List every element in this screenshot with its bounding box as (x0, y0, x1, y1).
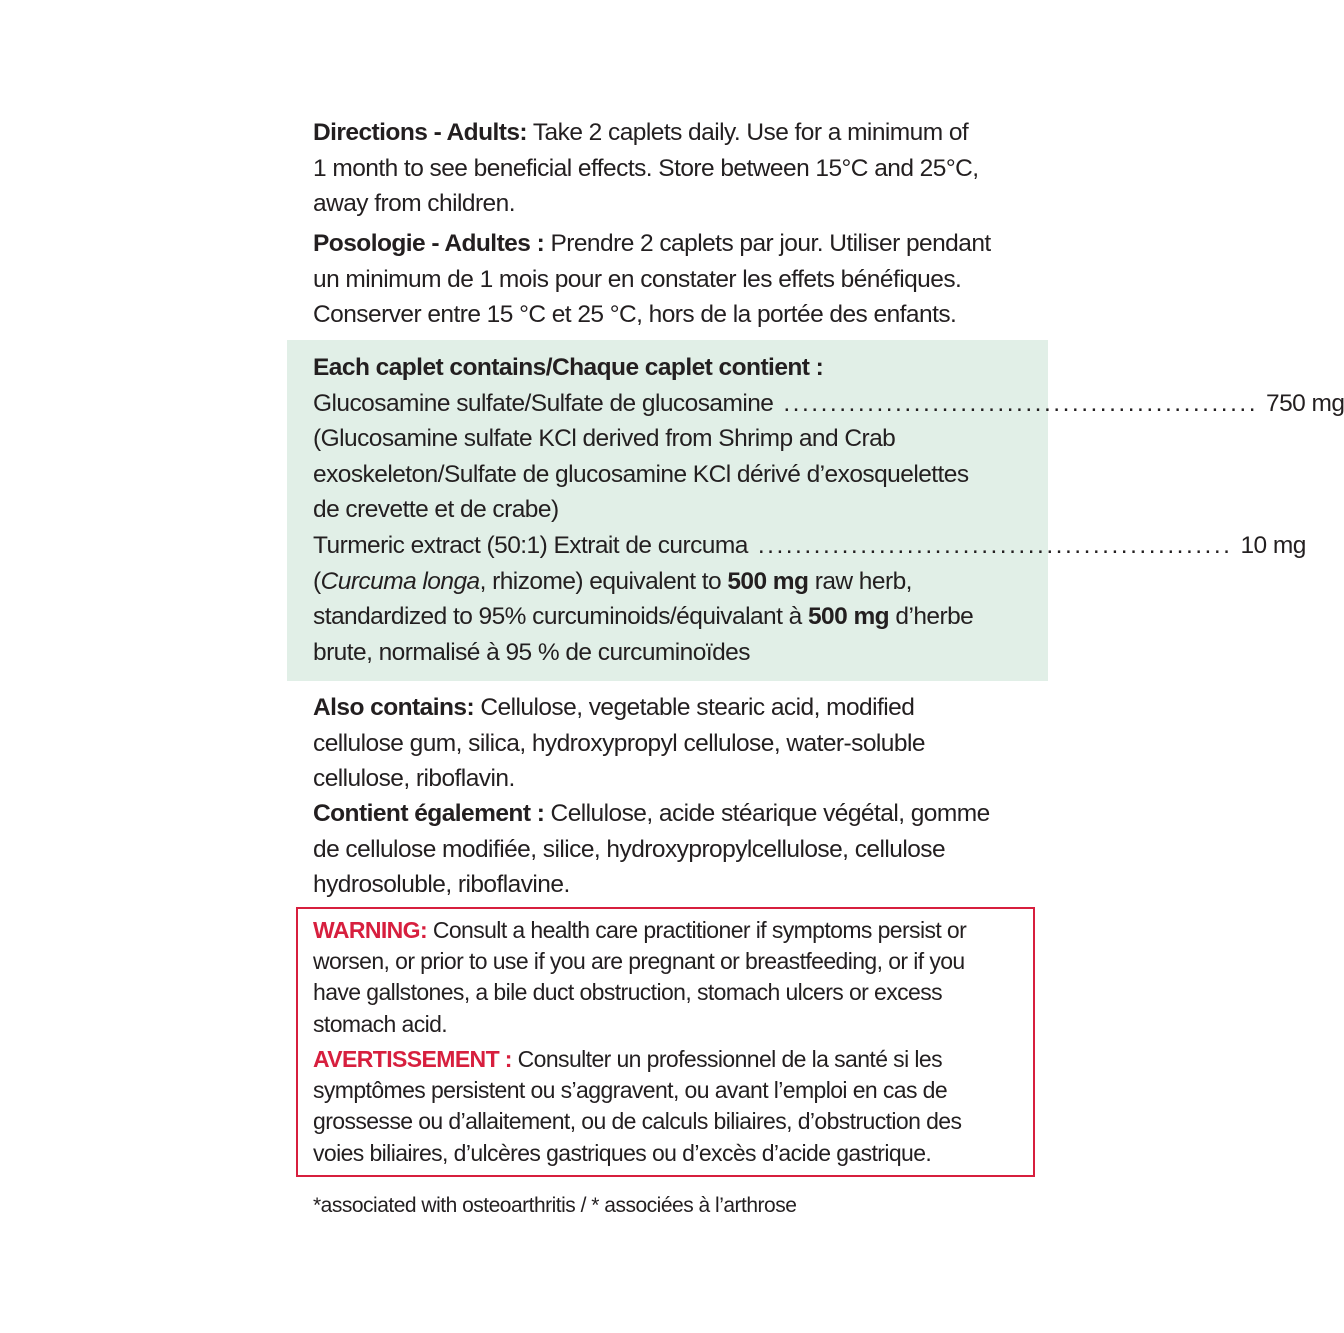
contient-egalement-line: Cellulose, acide stéarique végétal, gomme (544, 800, 990, 827)
ingredient-name: Turmeric extract (50:1) Extrait de curcuma (313, 531, 748, 559)
warning-line: Consult a health care practitioner if symptoms persist or (427, 917, 967, 943)
ingredient-row-turmeric (313, 528, 1306, 564)
ingredient-note-line (313, 599, 1033, 635)
warning-line: have gallstones, a bile duct obstruction, stomach ulcers or excess (313, 979, 943, 1006)
also-contains-line: cellulose gum, silica, hydroxypropyl cellulose, water-soluble (313, 729, 925, 757)
dose-emphasis: 500 mg (807, 603, 890, 631)
ingredient-amount: 10 mg (1240, 531, 1306, 559)
footnote: *associated with osteoarthritis / * associées à l’arthrose (313, 1194, 797, 1217)
ingredients-heading: Each caplet contains/Chaque caplet contient : (313, 354, 824, 381)
note-text: standardized to 95% curcuminoids/équivalant à (313, 603, 808, 631)
also-contains-english (313, 690, 1033, 797)
ingredient-name: Glucosamine sulfate/Sulfate de glucosamine (313, 389, 774, 417)
ingredient-note-line (313, 564, 1033, 600)
also-contains-french (313, 796, 1033, 903)
posologie-text-line: Prendre 2 caplets par jour. Utiliser pendant (544, 230, 991, 257)
ingredient-amount: 750 mg (1266, 389, 1344, 417)
botanical-name: Curcuma longa (320, 567, 480, 595)
ingredients-panel (313, 350, 1344, 670)
directions-french (313, 226, 1033, 333)
directions-text-line: away from children. (313, 190, 515, 218)
ingredient-note-line: (Glucosamine sulfate KCl derived from Shrimp and Crab (313, 425, 896, 453)
warning-french (313, 1044, 1013, 1169)
directions-text-line: 1 month to see beneficial effects. Store between 15°C and 25°C, (313, 154, 979, 182)
warning-heading: WARNING: (313, 917, 428, 943)
directions-english (313, 115, 1033, 222)
avertissement-line: voies biliaires, d’ulcères gastriques ou d’excès d’acide gastrique. (313, 1139, 932, 1166)
also-contains-heading: Also contains: (313, 694, 475, 721)
contient-egalement-line: de cellulose modifiée, silice, hydroxypropylcellulose, cellulose (313, 835, 946, 863)
avertissement-heading: AVERTISSEMENT : (313, 1046, 512, 1072)
avertissement-line: Consulter un professionnel de la santé si les (511, 1046, 942, 1072)
contient-egalement-heading: Contient également : (313, 800, 545, 827)
also-contains-line: cellulose, riboflavin. (313, 765, 515, 793)
avertissement-line: grossesse ou d’allaitement, ou de calculs biliaires, d’obstruction des (313, 1108, 962, 1135)
dot-leader: ................................................... (757, 531, 1233, 559)
posologie-text-line: un minimum de 1 mois pour en constater les effets bénéfiques. (313, 265, 962, 293)
posologie-heading: Posologie - Adultes : (313, 230, 545, 257)
note-text: ( (313, 567, 321, 595)
note-text: raw herb, (808, 567, 912, 595)
warning-line: stomach acid. (313, 1010, 448, 1037)
directions-heading: Directions - Adults: (313, 119, 528, 146)
directions-text-line: Take 2 caplets daily. Use for a minimum of (527, 119, 969, 146)
ingredient-note-line: de crevette et de crabe) (313, 496, 559, 524)
warning-line: worsen, or prior to use if you are pregnant or breastfeeding, or if you (313, 948, 965, 975)
warning-english (313, 915, 1013, 1040)
avertissement-line: symptômes persistent ou s’aggravent, ou avant l’emploi en cas de (313, 1077, 948, 1104)
ingredient-note-line: brute, normalisé à 95 % de curcuminoïdes (313, 638, 750, 666)
dose-emphasis: 500 mg (727, 567, 809, 595)
posologie-text-line: Conserver entre 15 °C et 25 °C, hors de la portée des enfants. (313, 301, 957, 329)
ingredient-note-line: exoskeleton/Sulfate de glucosamine KCl dérivé d’exosquelettes (313, 460, 969, 488)
ingredient-row-glucosamine (313, 386, 1344, 422)
contient-egalement-line: hydrosoluble, riboflavine. (313, 871, 570, 899)
note-text: , rhizome) equivalent to (479, 567, 728, 595)
note-text: d’herbe (889, 603, 974, 631)
also-contains-line: Cellulose, vegetable stearic acid, modified (474, 694, 915, 721)
dot-leader: ................................................... (783, 389, 1259, 417)
